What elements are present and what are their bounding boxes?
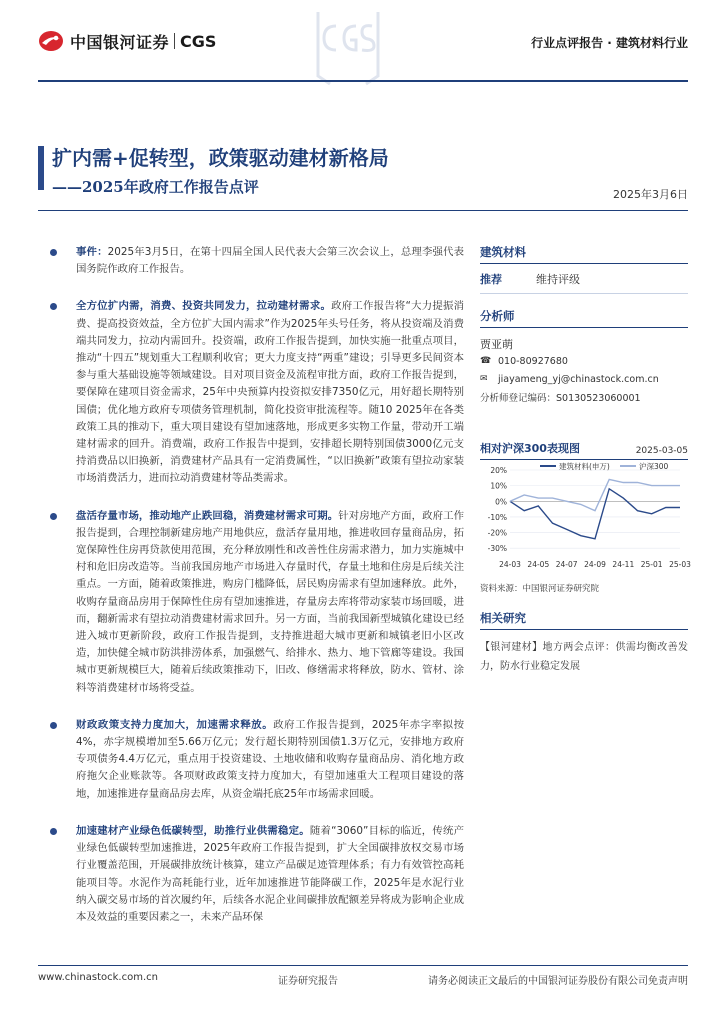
main-content [50,244,464,946]
paragraph-fiscal-policy [50,717,464,803]
paragraph-real-estate [50,508,464,697]
x-tick-label: 24-07 [555,560,578,569]
x-tick-label: 24-11 [612,560,635,569]
report-date: 2025年3月6日 [613,188,688,201]
chart-date: 2025-03-05 [635,446,688,456]
x-tick-label: 25-03 [669,560,691,569]
brand-name-cn: 中国银河证券 [70,32,170,52]
title-divider [38,210,688,211]
company-logo [38,28,216,54]
header-divider [38,80,688,82]
email-icon: ✉ [480,374,488,384]
bullet-icon [50,513,57,520]
logo-mark-icon [38,30,64,52]
paragraph-body: 政府工作报告提到，2025年赤字率拟按4%，赤字规模增加至5.66万亿元；发行超长期特别国债1.3万亿元，安排地方政府专项债务4.4万亿元，重点用于投资建设、土地收储和收购存量商品房、消化地方政府拖欠企业账款等。各项财政政策支持力度加大，有望加速重大工程项目建设的落地，加速推进存量商品房去库，从资金端托底25年市场需求回暖。 [76,718,465,800]
y-tick-label: -10% [487,512,507,522]
report-type-label: 行业点评报告 · 建筑材料行业 [531,36,688,50]
legend-label: 建筑材料(申万) [559,462,610,471]
bullet-icon [50,722,57,729]
paragraph-body: 2025年3月5日，在第十四届全国人民代表大会第三次会议上，总理李强代表国务院作政府工作报告。 [76,246,464,276]
footer-divider [38,965,688,966]
email-address[interactable]: jiayameng_yj@chinastock.com.cn [498,373,659,385]
related-research-item[interactable]: 【银河建材】地方两会点评：供需均衡改善发力，防水行业稳定发展 [480,642,688,672]
industry-heading: 建筑材料 [480,244,688,264]
analyst-phone [480,352,688,370]
y-tick-label: -20% [487,528,507,538]
x-tick-label: 25-01 [640,560,663,569]
title-accent-bar [38,146,44,190]
bullet-icon [50,303,57,310]
paragraph-body: 针对房地产方面，政府工作报告提到，合理控制新建房地产用地供应，盘活存量用地，推进收回存量商品房，拓宽保障性住房再贷款使用范围，充分释放刚性和改善性住房需求潜力，加力实施城中村和危旧房改造等。当前我国房地产市场进入存量时代，存量土地和住房是后续关注重点。一方面，随着政策推进，购房门槛降低，居民购房需求有望加速释放。此外，收购存量商品房用于保障性住房有望加速推进，存量房去库将带动家装市场回暖，进而，翻新需求有望拉动消费建材需求回升。另一方面，当前我国新型城镇化建设已经进入城市更新阶段，政府工作报告提到，支持推进超大城市更新和城镇老旧小区改造，加快健全城市防洪排涝体系，加强燃气、给排水、热力、地下管廊等建设。我国城市更新规模巨大，随着后续政策推动下，旧改、修缮需求将释放，防水、管材、涂料等消费建材市场将受益。 [76,509,465,694]
bullet-icon [50,249,57,256]
footer-center: 证券研究报告 [278,976,338,987]
y-tick-label: 20% [490,466,507,475]
series-line [510,479,680,510]
y-tick-label: 10% [490,481,507,491]
chart-heading [480,438,688,460]
report-title: 扩内需+促转型，政策驱动建材新格局 [52,146,389,170]
chart-source: 资料来源：中国银河证券研究院 [480,584,600,594]
paragraph-lead: 事件： [76,246,108,258]
logo-divider [174,33,175,49]
footer-website[interactable]: www.chinastock.com.cn [38,972,158,983]
bullet-icon [50,828,57,835]
report-header [0,0,724,86]
x-tick-label: 24-09 [584,560,606,569]
cgs-watermark-icon [310,6,386,86]
analyst-cert: 分析师登记编码：S0130523060001 [480,393,641,404]
phone-number: 010-80927680 [498,355,568,367]
sidebar [480,244,691,676]
paragraph-body: 政府工作报告将“大力提振消费、提高投资效益，全方位扩大国内需求”作为2025年头号任务，将从投资端及消费端共同发力，拉动内需回升。投资端，政府工作报告提到，加快实施一批重点项目，推动“十四五”规划重大工程顺利收官；更大力度支持“两重”建设；引导更多民间资本参与重大基础设施等领域建设。目对项目资金及流程审批方面，政府工作报告提到，要保障在建项目资金需求，25年中央预算内投资拟安排7350亿元，用好超长期特别国债；优化地方政府专项债务管理机制，简化投资审批流程等。随10 2025年在各类政策工具的推动下，重大项目建设有望加速落地，形成更多实物工作量，带动开工端建材需求的回升。消费端，政府工作报告中提到，安排超长期特别国债3000亿元支持消费品以旧换新，消费建材产品具有一定消费属性，“以旧换新”政策有望拉动家装市场消费活力，进而拉动消费建材等品类需求。 [76,300,464,485]
report-subtitle: ——2025年政府工作报告点评 [52,178,259,196]
rating-label: 推荐 [480,272,502,286]
paragraph-body: 随着“3060”目标的临近，传统产业绿色低碳转型加速推进，2025年政府工作报告提到，扩大全国碳排放权交易市场行业覆盖范围，开展碳排放统计核算，建立产品碳足迹管理体系；有力有效管控高耗能项目等。水泥作为高耗能行业，近年加速推进节能降碳工作，2025年是水泥行业纳入碳交易市场的首次履约年，后续各水泥企业间碳排放配额差异将成为影响企业成本及效益的重要因素之一，未来产品环保 [76,824,464,923]
paragraph-lead: 加速建材产业绿色低碳转型，助推行业供需稳定。 [76,824,310,837]
brand-name-en: CGS [180,31,217,51]
rating-value: 维持评级 [536,272,580,286]
analyst-heading: 分析师 [480,308,688,328]
related-research-heading: 相关研究 [480,610,688,630]
paragraph-lead: 全方位扩内需，消费、投资共同发力，拉动建材需求。 [76,300,332,313]
rating-row [480,264,688,294]
phone-icon: ☎ [480,356,492,366]
x-tick-label: 24-03 [499,560,521,569]
x-tick-label: 24-05 [527,560,550,569]
y-tick-label: 0% [495,497,507,507]
paragraph-lead: 财政政策支持力度加大，加速需求释放。 [76,718,274,731]
paragraph-event [50,244,464,278]
relative-performance-chart [480,460,691,576]
paragraph-green-transition [50,823,464,926]
chart-title: 相对沪深300表现图 [480,442,580,455]
analyst-email [480,370,688,388]
footer-disclaimer: 请务必阅读正文最后的中国银河证券股份有限公司免责声明 [428,976,688,987]
paragraph-domestic-demand [50,298,464,487]
paragraph-lead: 盘活存量市场，推动地产止跌回稳，消费建材需求可期。 [76,509,339,522]
analyst-name: 贾亚萌 [480,338,513,351]
series-line [510,489,680,539]
legend-label: 沪深300 [639,462,669,471]
y-tick-label: -30% [487,544,507,554]
